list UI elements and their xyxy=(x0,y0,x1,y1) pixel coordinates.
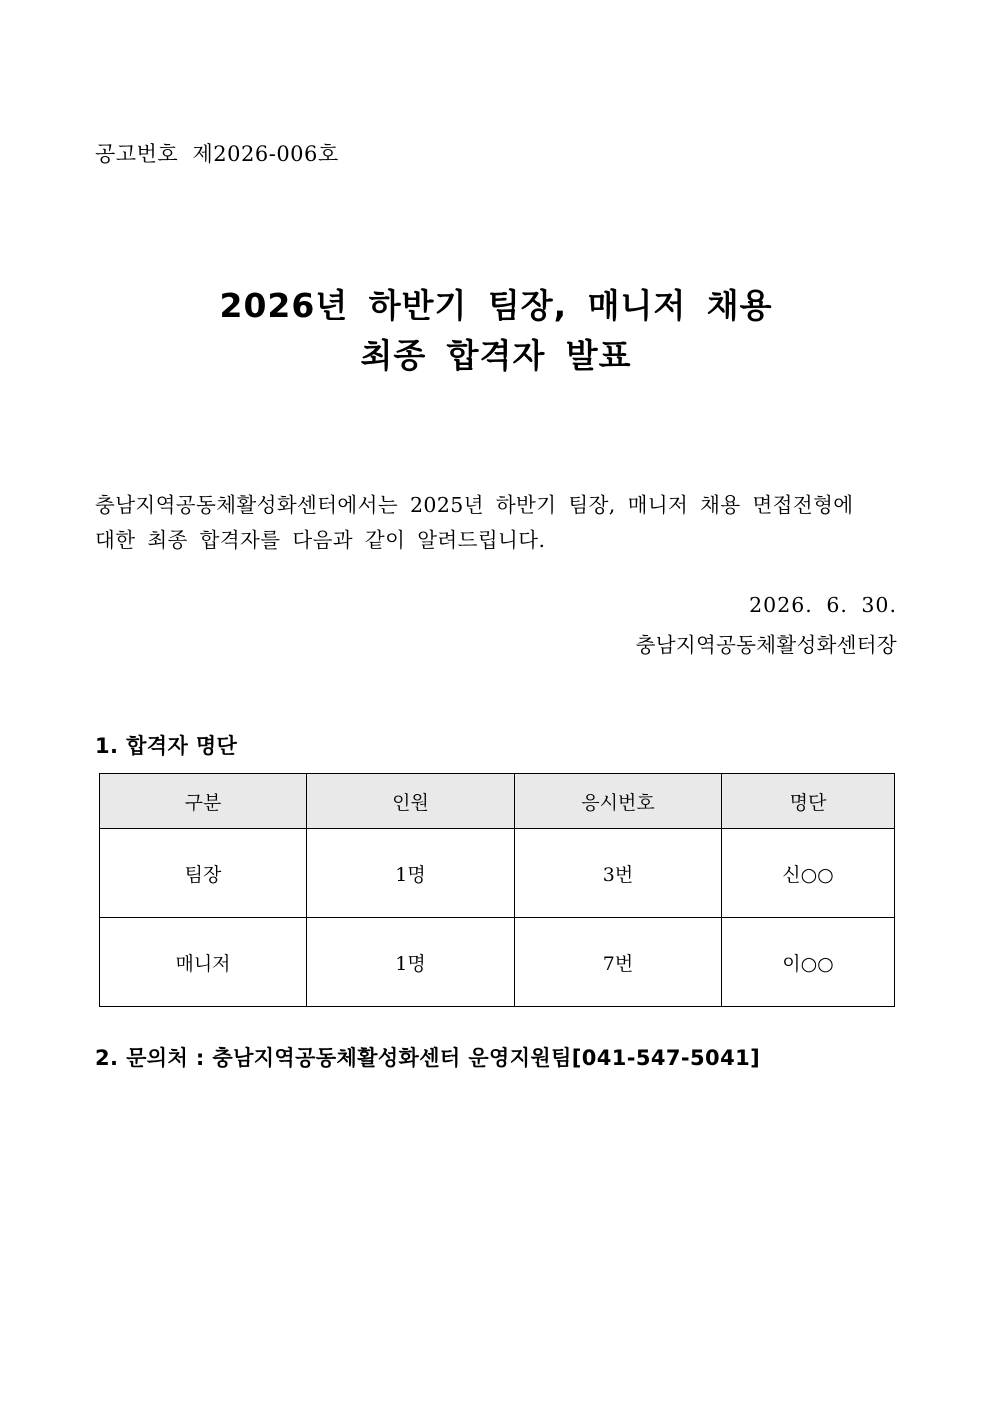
cell-count: 1명 xyxy=(307,918,515,1007)
cell-category: 팀장 xyxy=(100,829,307,918)
cell-name: 신○○ xyxy=(722,829,895,918)
results-table xyxy=(99,773,895,1007)
column-header-name: 명단 xyxy=(722,774,895,829)
section-heading-results: 1. 합격자 명단 xyxy=(95,734,238,758)
cell-count: 1명 xyxy=(307,829,515,918)
section-heading-contact: 2. 문의처 : 충남지역공동체활성화센터 운영지원팀[041-547-5041] xyxy=(95,1046,761,1070)
table-row xyxy=(100,918,895,1007)
column-header-count: 인원 xyxy=(307,774,515,829)
table-header-row xyxy=(100,774,895,829)
column-header-category: 구분 xyxy=(100,774,307,829)
signer-name: 충남지역공동체활성화센터장 xyxy=(635,633,897,657)
announcement-date: 2026. 6. 30. xyxy=(749,593,897,617)
cell-category: 매니저 xyxy=(100,918,307,1007)
notice-number: 공고번호 제2026-006호 xyxy=(95,142,339,166)
page-title-line2: 최종 합격자 발표 xyxy=(360,336,632,375)
page-title-line1: 2026년 하반기 팀장, 매니저 채용 xyxy=(219,286,773,325)
announcement-text-line2: 대한 최종 합격자를 다음과 같이 알려드립니다. xyxy=(95,528,546,552)
cell-applicant-number: 3번 xyxy=(515,829,722,918)
announcement-text-line1: 충남지역공동체활성화센터에서는 2025년 하반기 팀장, 매니저 채용 면접전형에 xyxy=(95,493,854,517)
column-header-applicant-number: 응시번호 xyxy=(515,774,722,829)
cell-name: 이○○ xyxy=(722,918,895,1007)
table-row xyxy=(100,829,895,918)
cell-applicant-number: 7번 xyxy=(515,918,722,1007)
